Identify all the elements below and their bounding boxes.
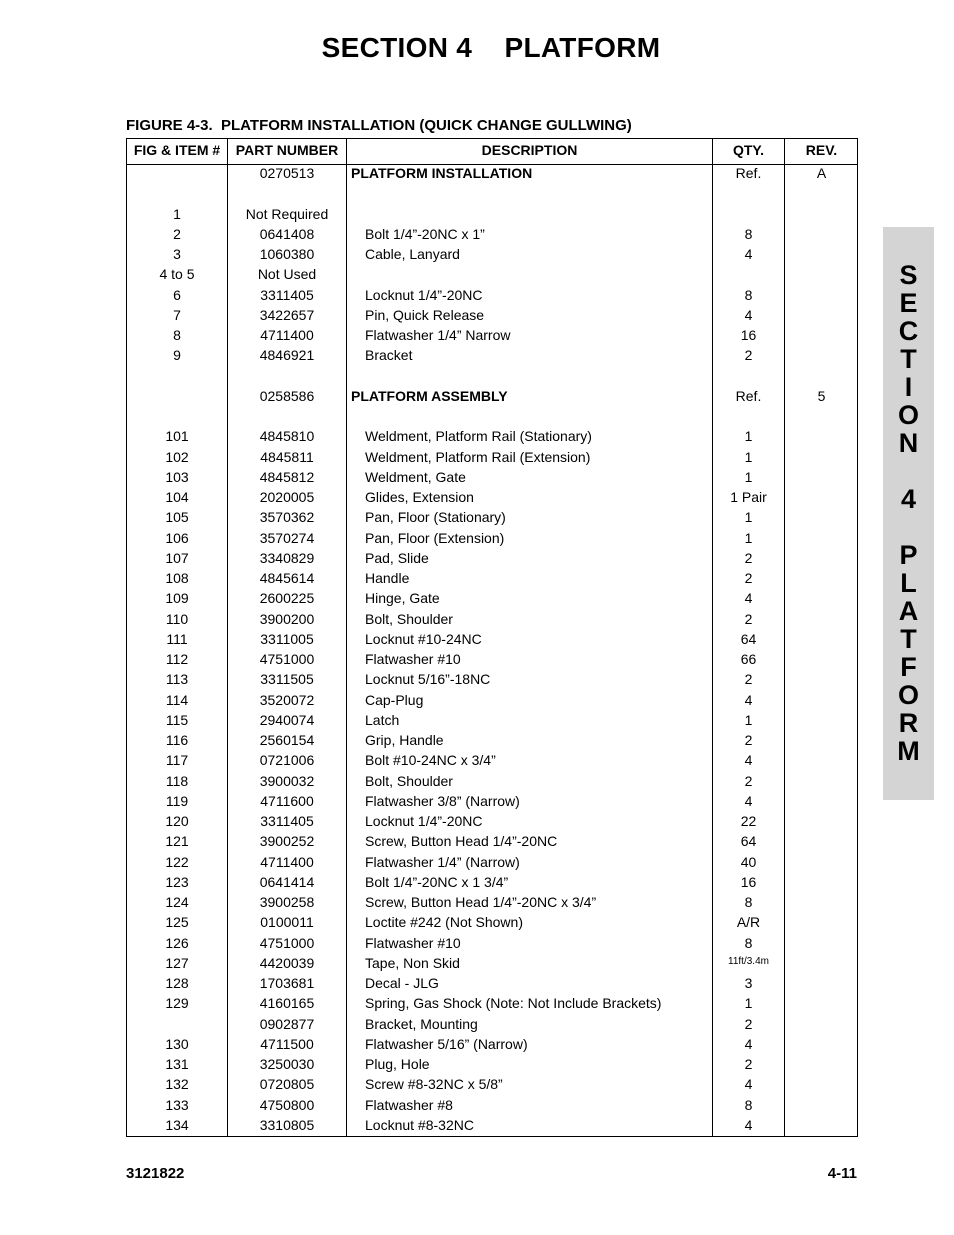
part-number-cell: Not Used <box>257 266 317 283</box>
fig-item-cell: 9 <box>173 347 181 364</box>
fig-item-cell: 103 <box>165 468 189 485</box>
table-row <box>127 307 857 327</box>
table-row <box>127 935 857 955</box>
part-number-cell: 0721006 <box>259 752 315 769</box>
part-number-cell: 3900258 <box>259 894 315 910</box>
table-row <box>127 550 857 570</box>
table-row <box>127 712 857 732</box>
table-row <box>127 570 857 590</box>
header-fig-item: FIG & ITEM # <box>133 142 221 158</box>
qty-cell: Ref. <box>735 387 762 404</box>
qty-cell: 2 <box>744 732 753 748</box>
description-cell: PLATFORM INSTALLATION <box>351 165 533 181</box>
side-tab-letter: S <box>899 260 918 290</box>
description-cell: Locknut #10-24NC <box>365 630 482 647</box>
fig-item-cell: 2 <box>173 225 181 242</box>
fig-item-cell: 8 <box>173 327 181 343</box>
qty-cell: 2 <box>744 570 753 586</box>
table-row <box>127 1076 857 1096</box>
table-row <box>127 287 857 307</box>
table-row <box>127 226 857 246</box>
description-cell: Flatwasher 1/4” Narrow <box>365 327 511 343</box>
qty-cell: 22 <box>740 813 757 829</box>
part-number-cell: 4750800 <box>259 1096 315 1113</box>
description-cell: Locknut 1/4”-20NC <box>365 286 483 303</box>
fig-item-cell: 114 <box>165 691 189 708</box>
part-number-cell: 0641414 <box>259 873 315 890</box>
fig-item-cell: 127 <box>165 954 189 971</box>
qty-cell: 3 <box>744 975 753 991</box>
part-number-cell: 3520072 <box>259 691 315 708</box>
description-cell: Flatwasher #10 <box>365 651 461 667</box>
description-cell: Spring, Gas Shock (Note: Not Include Brackets) <box>365 995 662 1012</box>
description-cell: Weldment, Platform Rail (Stationary) <box>365 428 592 445</box>
part-number-cell: 0641408 <box>259 225 315 242</box>
description-cell: Bolt 1/4”-20NC x 1 3/4” <box>365 873 509 890</box>
fig-item-cell: 125 <box>165 914 189 931</box>
part-number-cell: 0270513 <box>259 165 315 181</box>
fig-item-cell: 134 <box>165 1116 189 1133</box>
fig-item-cell: 118 <box>165 772 189 789</box>
part-number-cell: Not Required <box>245 205 329 222</box>
table-row <box>127 246 857 266</box>
part-number-cell: 3570274 <box>259 529 315 546</box>
qty-cell: 4 <box>744 691 753 708</box>
qty-cell: 4 <box>744 1076 753 1093</box>
fig-item-cell: 102 <box>165 448 189 465</box>
qty-cell: 11ft/3.4m <box>728 955 769 967</box>
section-side-tab <box>883 227 934 800</box>
qty-cell: 1 <box>744 509 753 526</box>
fig-item-cell: 128 <box>165 975 189 991</box>
table-row <box>127 266 857 286</box>
part-number-cell: 2940074 <box>259 711 315 728</box>
description-cell: Screw, Button Head 1/4”-20NC <box>365 833 558 850</box>
description-cell: Screw #8-32NC x 5/8” <box>365 1076 503 1093</box>
fig-item-cell: 4 to 5 <box>159 266 195 283</box>
page-number: 4-11 <box>827 1165 857 1182</box>
fig-item-cell: 126 <box>165 934 189 951</box>
table-row <box>127 732 857 752</box>
qty-cell: 8 <box>744 934 753 951</box>
fig-item-cell: 7 <box>173 306 181 323</box>
part-number-cell: 3311505 <box>260 671 314 688</box>
fig-item-cell: 104 <box>165 489 189 505</box>
table-row <box>127 773 857 793</box>
table-row <box>127 813 857 833</box>
description-cell: Plug, Hole <box>365 1056 430 1072</box>
table-row <box>127 975 857 995</box>
description-cell: Flatwasher 5/16” (Narrow) <box>365 1035 528 1052</box>
fig-item-cell: 131 <box>165 1056 189 1072</box>
part-number-cell: 0902877 <box>259 1015 315 1032</box>
part-number-cell: 4846921 <box>259 347 315 364</box>
description-cell: Weldment, Platform Rail (Extension) <box>365 448 591 465</box>
qty-cell: 4 <box>744 590 753 607</box>
table-row <box>127 611 857 631</box>
description-cell: Pad, Slide <box>365 549 429 566</box>
description-cell: Pin, Quick Release <box>365 306 485 323</box>
section-title: SECTION 4 PLATFORM <box>321 32 661 63</box>
table-row <box>127 368 857 388</box>
qty-cell: 2 <box>744 347 753 364</box>
description-cell: Glides, Extension <box>365 489 474 505</box>
fig-item-cell: 123 <box>165 873 189 890</box>
qty-cell: 8 <box>744 1096 753 1113</box>
part-number-cell: 3570362 <box>259 509 315 526</box>
header-description: DESCRIPTION <box>481 142 578 158</box>
fig-item-cell: 122 <box>165 853 189 870</box>
description-cell: Cap-Plug <box>365 691 424 708</box>
part-number-cell: 4845614 <box>259 570 315 586</box>
table-row <box>127 1036 857 1056</box>
part-number-cell: 2020005 <box>259 489 315 505</box>
side-tab-letter: N <box>898 428 919 458</box>
table-row <box>127 1097 857 1117</box>
qty-cell: 4 <box>744 1116 753 1133</box>
qty-cell: 1 <box>744 711 753 728</box>
part-number-cell: 4751000 <box>259 651 315 667</box>
header-qty: QTY. <box>732 142 765 158</box>
table-row <box>127 854 857 874</box>
fig-item-cell: 129 <box>165 995 189 1012</box>
description-cell: Screw, Button Head 1/4”-20NC x 3/4” <box>365 894 597 910</box>
description-cell: Handle <box>365 570 410 586</box>
description-cell: Bolt 1/4”-20NC x 1” <box>365 225 485 242</box>
description-cell: Cable, Lanyard <box>365 246 460 262</box>
fig-item-cell: 120 <box>165 813 189 829</box>
qty-cell: 1 <box>744 995 753 1012</box>
part-number-cell: 4711500 <box>260 1035 314 1052</box>
qty-cell: 4 <box>744 752 753 769</box>
fig-item-cell: 115 <box>165 711 189 728</box>
side-tab-letter: O <box>897 400 919 430</box>
table-row <box>127 1056 857 1076</box>
table-row <box>127 692 857 712</box>
description-cell: Bolt #10-24NC x 3/4” <box>365 752 496 769</box>
description-cell: Bolt, Shoulder <box>365 772 453 789</box>
qty-cell: 2 <box>744 772 753 789</box>
table-row <box>127 449 857 469</box>
fig-item-cell: 6 <box>173 286 181 303</box>
qty-cell: 4 <box>744 306 753 323</box>
qty-cell: Ref. <box>735 165 762 181</box>
description-cell: Bolt, Shoulder <box>365 610 453 627</box>
figure-title: FIGURE 4-3. PLATFORM INSTALLATION (QUICK CHANGE GULLWING) <box>126 117 632 134</box>
qty-cell: 8 <box>744 894 753 910</box>
description-cell: Decal - JLG <box>365 975 439 991</box>
table-row <box>127 388 857 408</box>
fig-item-cell: 117 <box>165 752 189 769</box>
side-tab-letter: L <box>900 568 917 598</box>
table-row <box>127 428 857 448</box>
description-cell: Pan, Floor (Extension) <box>365 529 505 546</box>
table-row <box>127 631 857 651</box>
table-row <box>127 489 857 509</box>
description-cell: Weldment, Gate <box>365 468 466 485</box>
part-number-cell: 3311405 <box>260 813 314 829</box>
table-body <box>127 165 857 1137</box>
fig-item-cell: 109 <box>165 590 189 607</box>
description-cell: Pan, Floor (Stationary) <box>365 509 506 526</box>
table-row <box>127 327 857 347</box>
rev-cell: A <box>816 165 827 181</box>
description-cell: Loctite #242 (Not Shown) <box>365 914 523 931</box>
table-row <box>127 530 857 550</box>
description-cell: Locknut 5/16”-18NC <box>365 671 491 688</box>
table-row <box>127 914 857 934</box>
qty-cell: 1 Pair <box>730 489 767 505</box>
fig-item-cell: 130 <box>165 1035 189 1052</box>
part-number-cell: 4160165 <box>259 995 315 1012</box>
table-row <box>127 185 857 205</box>
side-tab-letter: 4 <box>900 484 917 514</box>
part-number-cell: 3340829 <box>259 549 315 566</box>
parts-table <box>126 138 858 1137</box>
description-cell: Flatwasher #10 <box>365 934 461 951</box>
table-row <box>127 1016 857 1036</box>
description-cell: Hinge, Gate <box>365 590 440 607</box>
part-number-cell: 3900200 <box>259 610 315 627</box>
qty-cell: 1 <box>744 448 753 465</box>
header-rev: REV. <box>805 142 838 158</box>
table-row <box>127 408 857 428</box>
qty-cell: 2 <box>744 1056 753 1072</box>
fig-item-cell: 1 <box>173 205 181 222</box>
qty-cell: 1 <box>744 468 753 485</box>
qty-cell: A/R <box>736 914 761 931</box>
part-number-cell: 4751000 <box>259 934 315 951</box>
fig-item-cell: 105 <box>165 509 189 526</box>
description-cell: Bracket <box>365 347 413 364</box>
part-number-cell: 3310805 <box>259 1116 315 1133</box>
table-row <box>127 894 857 914</box>
table-row <box>127 874 857 894</box>
table-row <box>127 793 857 813</box>
qty-cell: 1 <box>744 529 753 546</box>
side-tab-letter: C <box>898 316 919 346</box>
part-number-cell: 1060380 <box>259 246 315 262</box>
qty-cell: 40 <box>740 853 757 870</box>
part-number-cell: 3311405 <box>260 286 314 303</box>
rev-cell: 5 <box>817 387 826 404</box>
fig-item-cell: 133 <box>165 1096 189 1113</box>
qty-cell: 16 <box>740 873 757 890</box>
qty-cell: 64 <box>740 833 757 850</box>
table-row <box>127 590 857 610</box>
description-cell: Locknut 1/4”-20NC <box>365 813 483 829</box>
part-number-cell: 0100011 <box>260 914 314 931</box>
table-row <box>127 995 857 1015</box>
side-tab-letter: E <box>899 288 918 318</box>
part-number-cell: 3250030 <box>259 1056 315 1072</box>
fig-item-cell: 112 <box>165 651 189 667</box>
part-number-cell: 0258586 <box>259 387 315 404</box>
fig-item-cell: 101 <box>165 428 189 445</box>
part-number-cell: 0720805 <box>259 1076 315 1093</box>
qty-cell: 2 <box>744 1015 753 1032</box>
qty-cell: 66 <box>740 651 757 667</box>
qty-cell: 2 <box>744 549 753 566</box>
table-row <box>127 165 857 185</box>
part-number-cell: 3900252 <box>259 833 315 850</box>
part-number-cell: 2560154 <box>259 732 315 748</box>
fig-item-cell: 107 <box>165 549 189 566</box>
fig-item-cell: 121 <box>165 833 189 850</box>
document-number: 3121822 <box>126 1165 185 1182</box>
qty-cell: 4 <box>744 246 753 262</box>
description-cell: Latch <box>365 711 400 728</box>
side-tab-letter: O <box>897 680 919 710</box>
qty-cell: 4 <box>744 1035 753 1052</box>
fig-item-cell: 116 <box>165 732 189 748</box>
description-cell: PLATFORM ASSEMBLY <box>351 387 508 404</box>
side-tab-letter: P <box>899 540 918 570</box>
qty-cell: 8 <box>744 286 753 303</box>
qty-cell: 2 <box>744 671 753 688</box>
description-cell: Flatwasher 3/8” (Narrow) <box>365 792 520 809</box>
side-tab-letter: R <box>898 708 919 738</box>
description-cell: Grip, Handle <box>365 732 444 748</box>
part-number-cell: 4845811 <box>260 448 314 465</box>
table-row <box>127 651 857 671</box>
table-row <box>127 1117 857 1137</box>
part-number-cell: 4845812 <box>259 468 315 485</box>
part-number-cell: 4845810 <box>259 428 315 445</box>
side-tab-letter: T <box>900 624 917 654</box>
part-number-cell: 1703681 <box>259 975 315 991</box>
header-part-number: PART NUMBER <box>235 142 339 158</box>
table-row <box>127 671 857 691</box>
description-cell: Tape, Non Skid <box>365 954 460 971</box>
part-number-cell: 4711400 <box>260 327 314 343</box>
side-tab-letter: M <box>897 736 920 766</box>
table-row <box>127 347 857 367</box>
fig-item-cell: 119 <box>165 792 189 809</box>
side-tab-letter: T <box>900 344 917 374</box>
fig-item-cell: 111 <box>166 630 188 647</box>
table-row <box>127 752 857 772</box>
fig-item-cell: 124 <box>165 894 189 910</box>
part-number-cell: 4420039 <box>259 954 315 971</box>
side-tab-letter: I <box>904 372 913 402</box>
part-number-cell: 3311005 <box>260 630 314 647</box>
qty-cell: 1 <box>744 428 753 445</box>
description-cell: Bracket, Mounting <box>365 1015 478 1032</box>
part-number-cell: 4711600 <box>260 792 314 809</box>
part-number-cell: 4711400 <box>260 853 314 870</box>
side-tab-letter: F <box>900 652 917 682</box>
fig-item-cell: 3 <box>173 246 181 262</box>
fig-item-cell: 132 <box>165 1076 189 1093</box>
table-row <box>127 469 857 489</box>
description-cell: Flatwasher 1/4” (Narrow) <box>365 853 520 870</box>
fig-item-cell: 113 <box>165 671 189 688</box>
qty-cell: 16 <box>740 327 757 343</box>
description-cell: Locknut #8-32NC <box>365 1116 474 1133</box>
table-row <box>127 833 857 853</box>
part-number-cell: 2600225 <box>259 590 315 607</box>
qty-cell: 2 <box>744 610 753 627</box>
fig-item-cell: 110 <box>165 610 189 627</box>
fig-item-cell: 106 <box>165 529 189 546</box>
table-row <box>127 955 857 975</box>
part-number-cell: 3422657 <box>259 306 315 323</box>
table-row <box>127 206 857 226</box>
side-tab-letter: A <box>898 596 919 626</box>
part-number-cell: 3900032 <box>259 772 315 789</box>
fig-item-cell: 108 <box>165 570 189 586</box>
qty-cell: 8 <box>744 225 753 242</box>
description-cell: Flatwasher #8 <box>365 1096 453 1113</box>
qty-cell: 4 <box>744 792 753 809</box>
table-row <box>127 509 857 529</box>
qty-cell: 64 <box>740 630 757 647</box>
